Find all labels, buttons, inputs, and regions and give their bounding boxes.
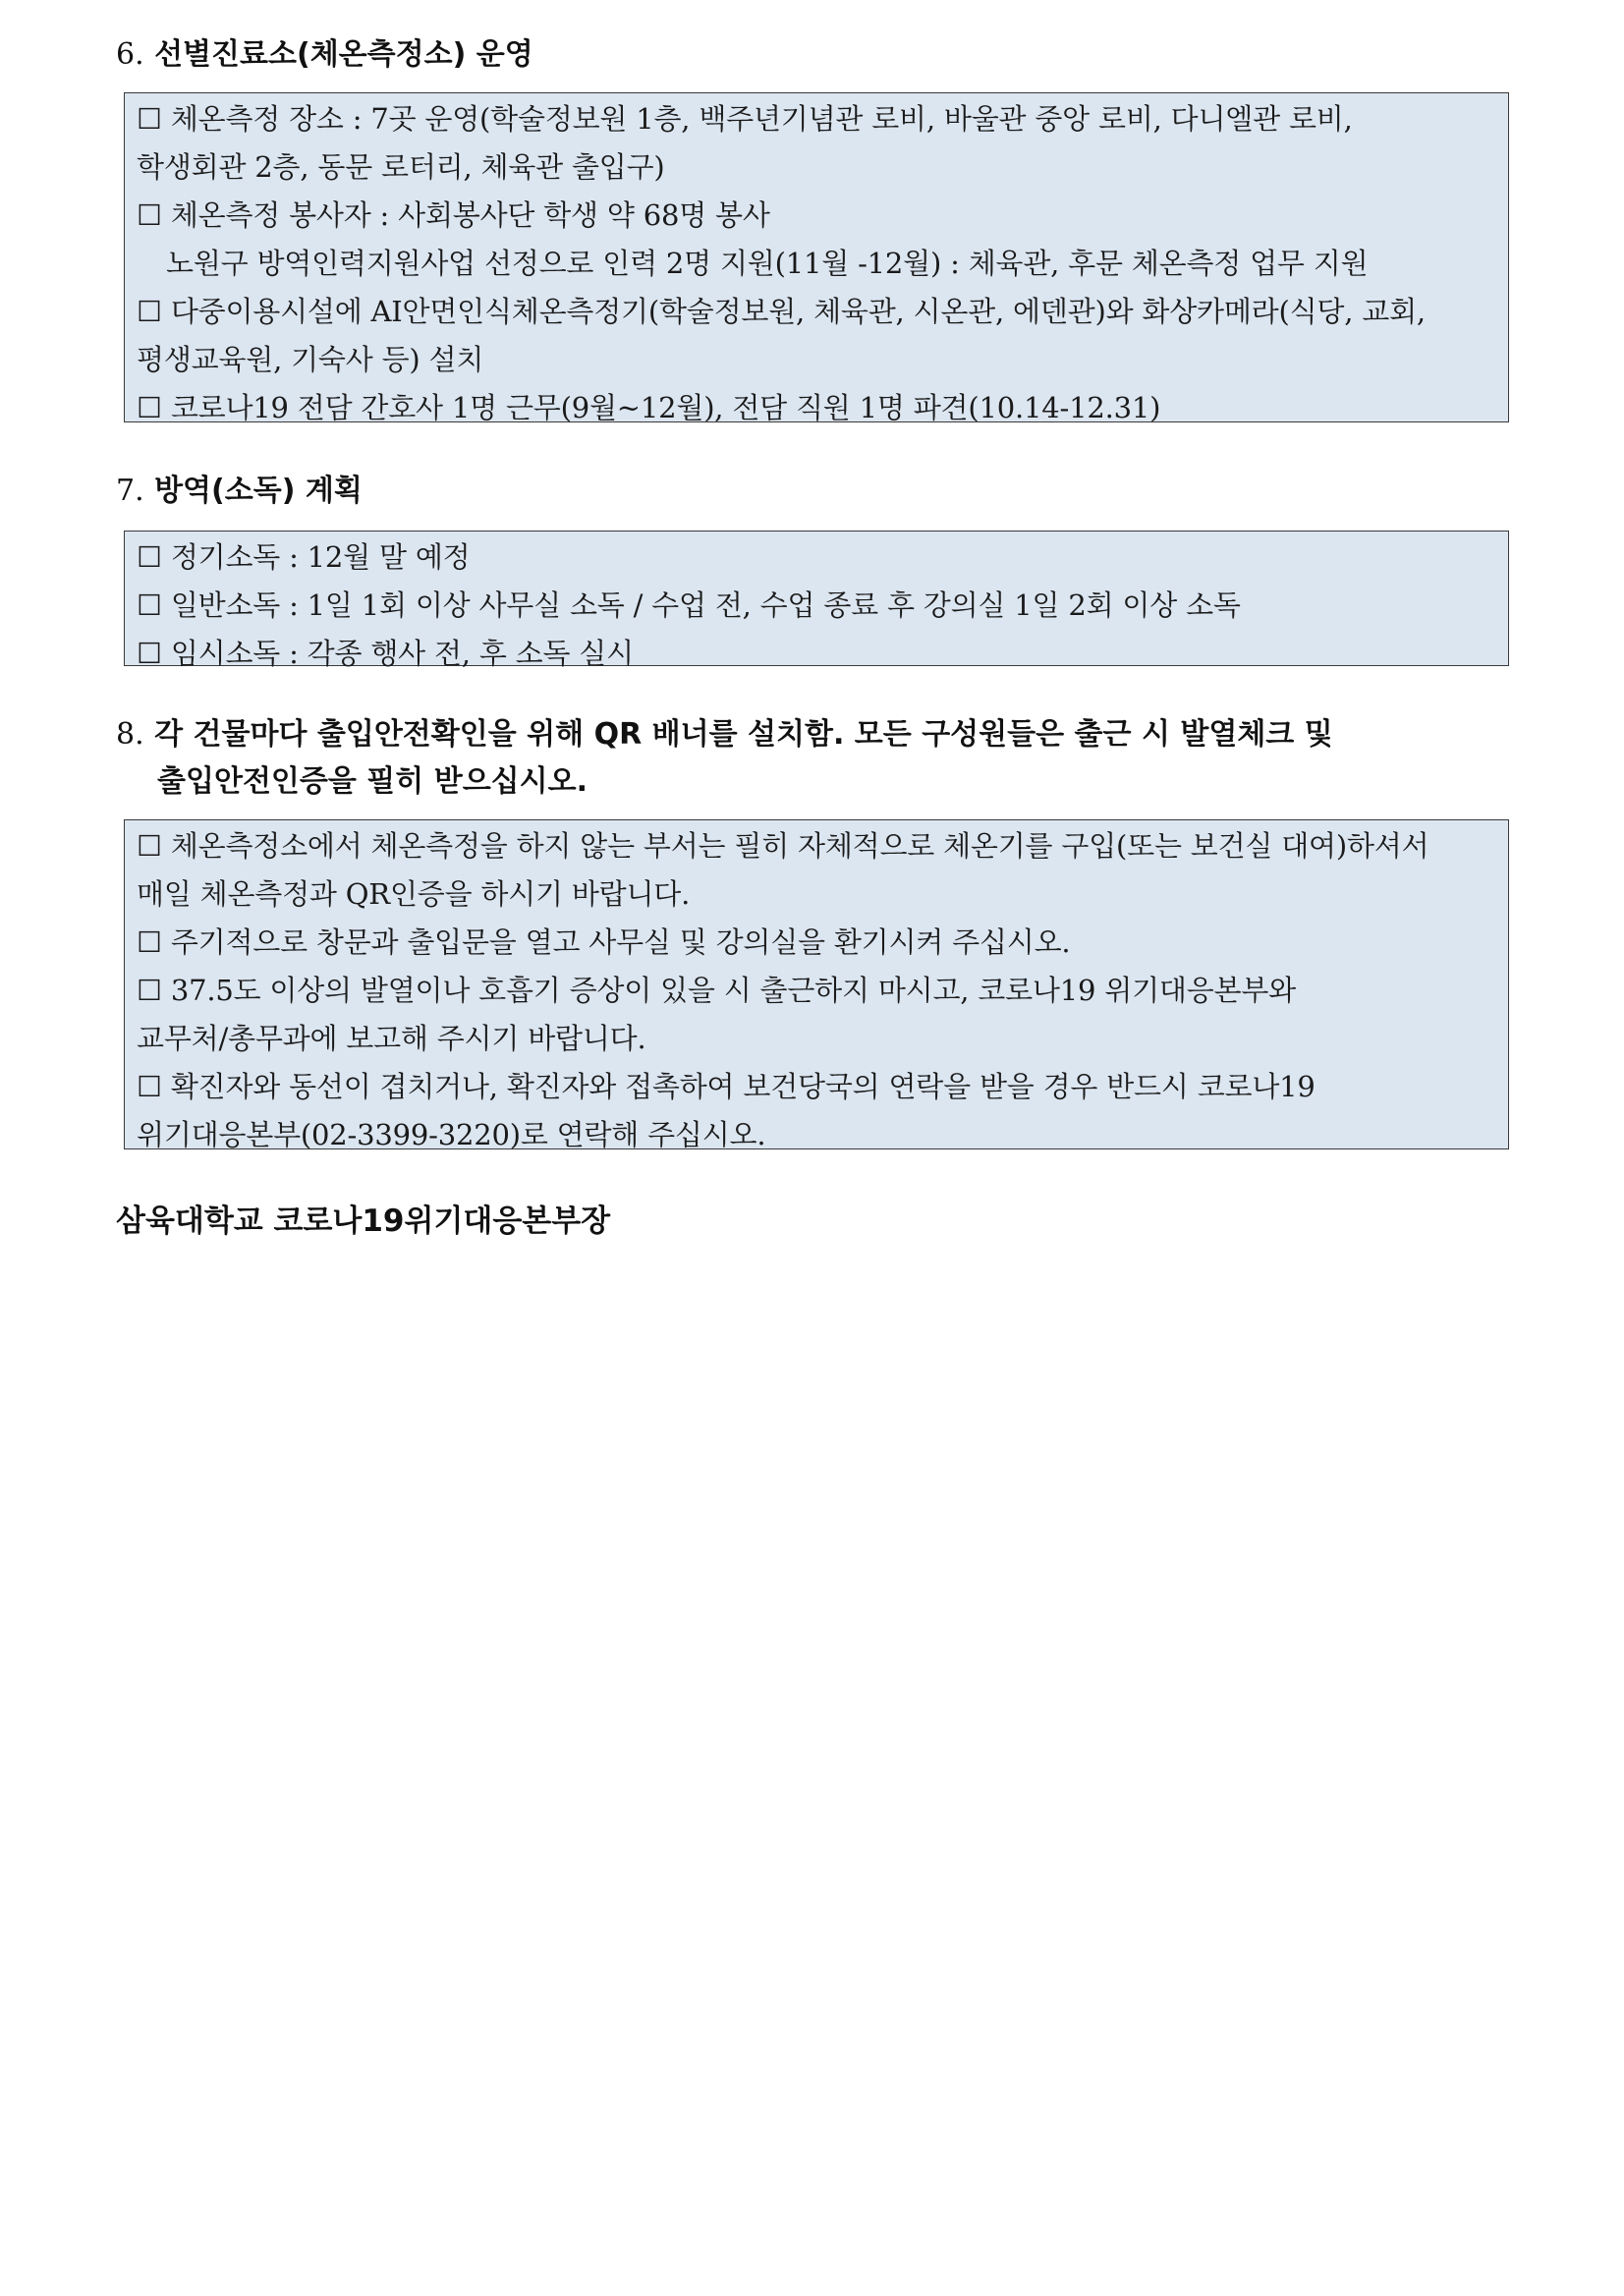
section-6-box	[124, 92, 1509, 422]
section-6-line: ☐ 다중이용시설에 AI안면인식체온측정기(학술정보원, 체육관, 시온관, 에덴관)와 화상카메라(식당, 교회,	[137, 295, 1426, 328]
section-8-heading	[116, 711, 1333, 758]
section-8-line: 위기대응본부(02-3399-3220)로 연락해 주십시오.	[137, 1118, 766, 1151]
section-6-line: ☐ 코로나19 전담 간호사 1명 근무(9월~12월), 전담 직원 1명 파견(10.14-12.31)	[137, 391, 1161, 424]
section-7-title: 방역(소독) 계획	[154, 474, 363, 508]
section-6-line: ☐ 체온측정 봉사자 : 사회봉사단 학생 약 68명 봉사	[137, 198, 770, 232]
section-8-line: 매일 체온측정과 QR인증을 하시기 바랍니다.	[137, 877, 691, 911]
section-6-line: 학생회관 2층, 동문 로터리, 체육관 출입구)	[137, 150, 665, 184]
section-7-line: ☐ 일반소독 : 1일 1회 이상 사무실 소독 / 수업 전, 수업 종료 후 강의실 1일 2회 이상 소독	[137, 588, 1241, 622]
section-7-box	[124, 531, 1509, 670]
section-6-heading	[116, 31, 533, 79]
section-6-line: 평생교육원, 기숙사 등) 설치	[137, 343, 484, 376]
section-8-heading-continued: 출입안전인증을 필히 받으십시오.	[157, 764, 588, 799]
section-8-title: 각 건물마다 출입안전확인을 위해 QR 배너를 설치함. 모든 구성원들은 출근 시 발열체크 및	[154, 717, 1333, 752]
section-6-line: 노원구 방역인력지원사업 선정으로 인력 2명 지원(11월 -12월) : 체육관, 후문 체온측정 업무 지원	[166, 247, 1369, 280]
section-6-number: 6.	[116, 37, 144, 72]
section-6-line: ☐ 체온측정 장소 : 7곳 운영(학술정보원 1층, 백주년기념관 로비, 바울관 중앙 로비, 다니엘관 로비,	[137, 102, 1353, 136]
section-7-heading	[116, 468, 363, 515]
signature-line: 삼육대학교 코로나19위기대응본부장	[116, 1204, 611, 1239]
section-8-line: ☐ 확진자와 동선이 겹치거나, 확진자와 접촉하여 보건당국의 연락을 받을 경우 반드시 코로나19	[137, 1070, 1316, 1103]
section-8-line: ☐ 37.5도 이상의 발열이나 호흡기 증상이 있을 시 출근하지 마시고, 코로나19 위기대응본부와	[137, 974, 1296, 1007]
section-8-line: 교무처/총무과에 보고해 주시기 바랍니다.	[137, 1022, 646, 1055]
section-7-line: ☐ 임시소독 : 각종 행사 전, 후 소독 실시	[137, 637, 634, 670]
section-8-line: ☐ 주기적으로 창문과 출입문을 열고 사무실 및 강의실을 환기시켜 주십시오.	[137, 925, 1071, 959]
section-7-number: 7.	[116, 474, 144, 508]
section-8-line: ☐ 체온측정소에서 체온측정을 하지 않는 부서는 필히 자체적으로 체온기를 구입(또는 보건실 대여)하셔서	[137, 829, 1429, 863]
section-7-line: ☐ 정기소독 : 12월 말 예정	[137, 540, 471, 574]
section-8-number: 8.	[116, 717, 144, 752]
section-8-box	[124, 819, 1509, 1149]
section-6-title: 선별진료소(체온측정소) 운영	[154, 37, 533, 72]
